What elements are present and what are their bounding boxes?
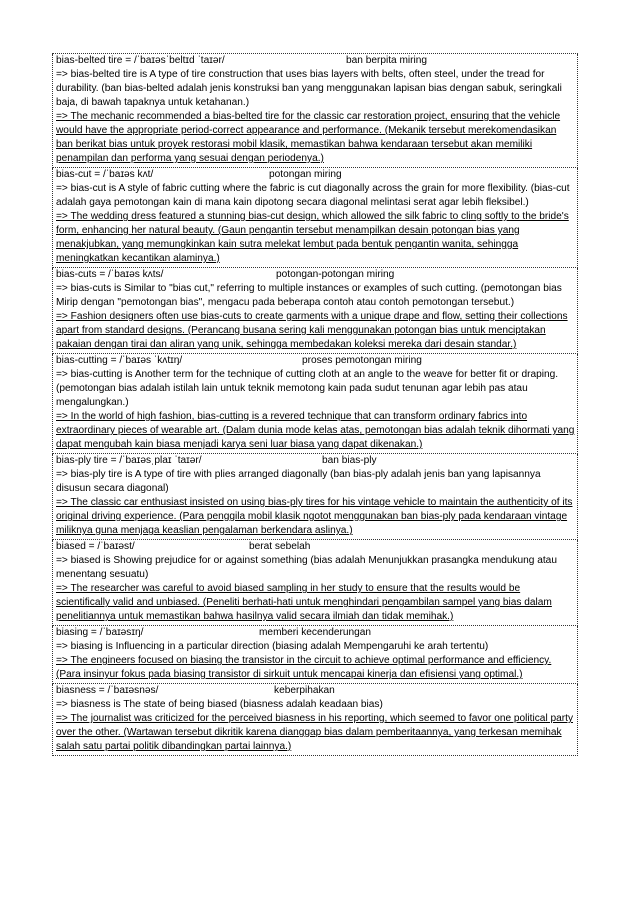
headword: bias-cutting = /ˈbaɪəs ˈkʌtɪŋ/ (56, 355, 183, 366)
translation: berat sebelah (249, 541, 311, 552)
definition: => bias-belted tire is A type of tire construction that uses bias layers with belts, often steel, under the tread for durability. (ban bias-belted adalah jenis konstruksi ban yang menggunakan lapisan bias dengan sabuk, seringkali baja, di bawah tapaknya untuk ketahanan.) (56, 69, 562, 108)
entry (52, 168, 578, 268)
dictionary-entries (52, 53, 578, 756)
headword: bias-belted tire = /ˈbaɪəsˈbeltɪd ˈtaɪər/ (56, 55, 225, 66)
translation: proses pemotongan miring (302, 355, 422, 366)
headword: biased = /ˈbaɪəst/ (56, 541, 135, 552)
example-sentence: => The researcher was careful to avoid biased sampling in her study to ensure that the results would be scientifically valid and unbiased. (Peneliti berhati-hati untuk menghindari pengambilan sampel yang bias dalam penelitiannya untuk memastikan bahwa hasilnya valid secara ilmiah dan tidak memihak.) (56, 583, 552, 622)
entry-header (56, 684, 576, 698)
example-sentence: => The engineers focused on biasing the transistor in the circuit to achieve optimal performance and efficiency. (Para insinyur fokus pada biasing transistor di sirkuit untuk mencapai kinerja dan efisiensi yang optimal.) (56, 655, 552, 680)
headword: bias-cut = /ˈbaɪəs kʌt/ (56, 169, 154, 180)
definition: => biased is Showing prejudice for or against something (bias adalah Menunjukkan prasangka mendukung atau menentang sesuatu) (56, 555, 557, 580)
example-sentence: => The classic car enthusiast insisted on using bias-ply tires for his vintage vehicle to maintain the authenticity of its original driving experience. (Para penggila mobil klasik ngotot menggunakan ban bias-ply pada kendaraan vintage miliknya guna menjaga keaslian pengalaman berkendara aslinya.) (56, 497, 573, 536)
example-sentence: => The mechanic recommended a bias-belted tire for the classic car restoration project, ensuring that the vehicle would have the appropriate period-correct appearance and performance. (Mekanik tersebut merekomendasikan ban berikat bias untuk proyek restorasi mobil klasik, memastikan bahwa kendaraan tersebut akan memiliki penampilan dan performa yang sesuai dengan periodenya.) (56, 111, 561, 164)
entry (52, 54, 578, 168)
entry (52, 540, 578, 626)
headword: biasness = /ˈbaɪəsnəs/ (56, 685, 159, 696)
definition: => bias-cut is A style of fabric cutting where the fabric is cut diagonally across the grain for more flexibility. (bias-cut adalah gaya pemotongan kain di mana kain dipotong secara diagonal melintasi serat agar lebih fleksibel.) (56, 183, 570, 208)
entry (52, 626, 578, 684)
entry-header (56, 354, 576, 368)
translation: ban bias-ply (322, 455, 377, 466)
translation: ban berpita miring (346, 55, 428, 66)
headword: biasing = /ˈbaɪəsɪŋ/ (56, 627, 144, 638)
entry-header (56, 540, 576, 554)
headword: bias-ply tire = /ˈbaɪəsˌplaɪ ˈtaɪər/ (56, 455, 202, 466)
entry (52, 684, 578, 756)
entry (52, 268, 578, 354)
entry-header (56, 454, 576, 468)
example-sentence: => The wedding dress featured a stunning bias-cut design, which allowed the silk fabric to cling softly to the bride's form, enhancing her natural beauty. (Gaun pengantin tersebut menampilkan desain potongan bias yang menakjubkan, yang memungkinkan kain sutra melekat lembut pada bentuk pengantin wanita, sehingga meningkatkan kecantikan alaminya.) (56, 211, 569, 264)
definition: => biasness is The state of being biased (biasness adalah keadaan bias) (56, 699, 383, 710)
definition: => bias-cuts is Similar to "bias cut," referring to multiple instances or examples of such cutting. (pemotongan bias Mirip dengan "pemotongan bias", mengacu pada beberapa contoh atau contoh pemotongan tersebut.) (56, 283, 562, 308)
translation: keberpihakan (274, 685, 335, 696)
definition: => biasing is Influencing in a particular direction (biasing adalah Mempengaruhi ke arah tertentu) (56, 641, 489, 652)
entry-header (56, 626, 576, 640)
example-sentence: => In the world of high fashion, bias-cutting is a revered technique that can transform ordinary fabrics into extraordinary pieces of wearable art. (Dalam dunia mode kelas atas, pemotongan bias adalah teknik dihormati yang dapat mengubah kain biasa menjadi karya seni luar biasa yang dapat dikenakan.) (56, 411, 575, 450)
definition: => bias-cutting is Another term for the technique of cutting cloth at an angle to the weave for better fit or draping. (pemotongan bias adalah istilah lain untuk teknik memotong kain pada sudut tenunan agar lebih pas atau mengalungkan.) (56, 369, 559, 408)
translation: potongan-potongan miring (276, 269, 395, 280)
translation: memberi kecenderungan (259, 627, 372, 638)
translation: potongan miring (269, 169, 342, 180)
entry-header (56, 168, 576, 182)
definition: => bias-ply tire is A type of tire with plies arranged diagonally (ban bias-ply adalah jenis ban yang lapisannya disusun secara diagonal) (56, 469, 541, 494)
example-sentence: => The journalist was criticized for the perceived biasness in his reporting, which seemed to favor one political party over the other. (Wartawan tersebut dikritik karena dianggap bias dalam pemberitaannya, yang terkesan memihak salah satu partai politik dibandingkan partai lainnya.) (56, 713, 574, 752)
entry-header (56, 268, 576, 282)
entry (52, 354, 578, 454)
example-sentence: => Fashion designers often use bias-cuts to create garments with a unique drape and flow, setting their collections apart from standard designs. (Perancang busana sering kali menggunakan potongan bias untuk menciptakan pakaian dengan tirai dan aliran yang unik, sehingga membedakan koleksi mereka dari desain standar.) (56, 311, 568, 350)
headword: bias-cuts = /ˈbaɪəs kʌts/ (56, 269, 164, 280)
entry (52, 454, 578, 540)
entry-header (56, 54, 576, 68)
